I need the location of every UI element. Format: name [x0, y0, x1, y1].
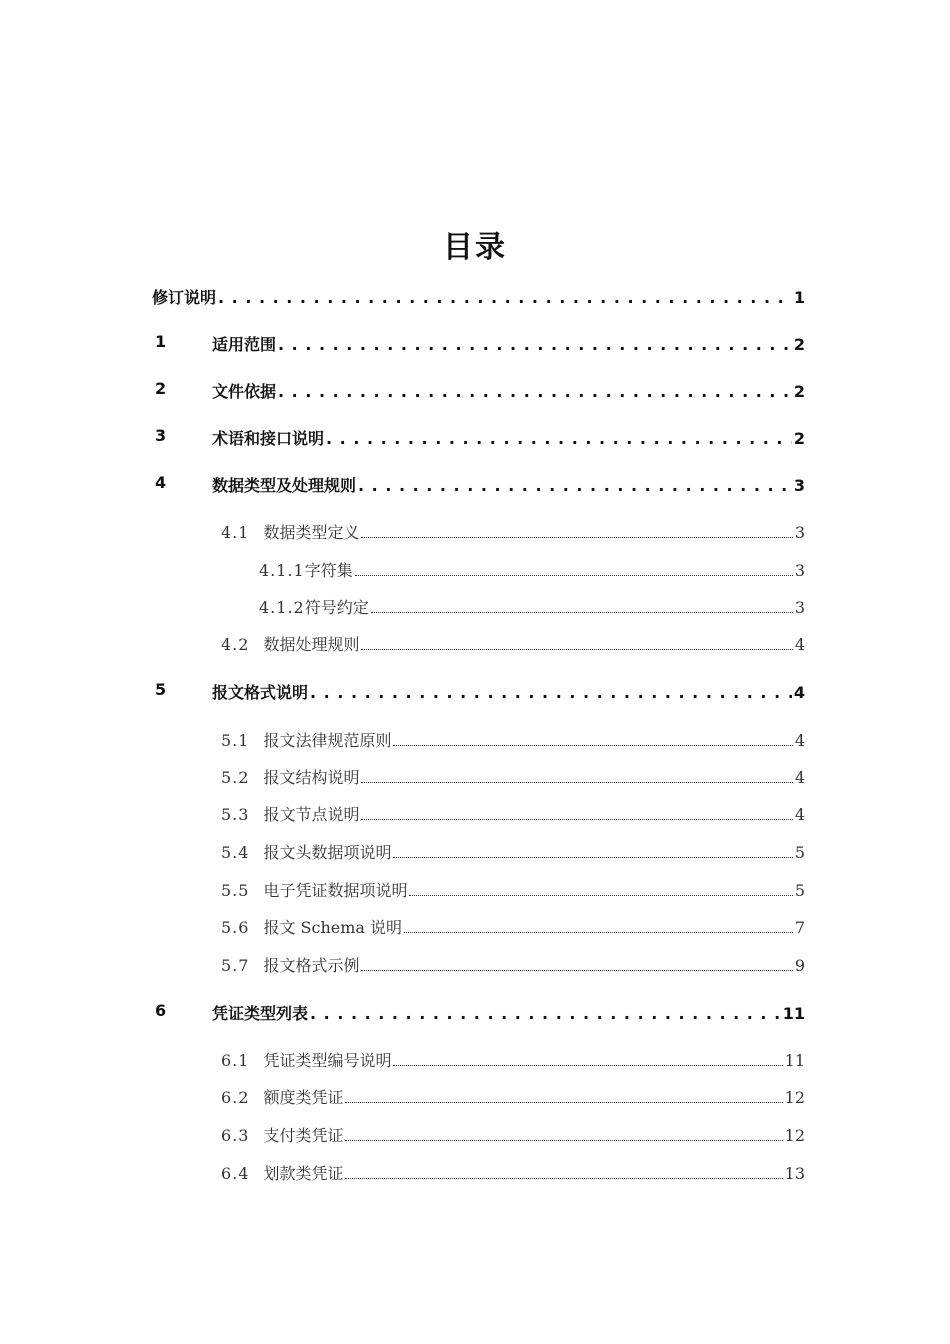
toc-entry-line — [221, 953, 805, 976]
toc-entry-title: 文件依据 — [212, 382, 277, 401]
toc-page-number: 13 — [784, 1164, 805, 1183]
toc-entry-title: 数据类型及处理规则 — [212, 476, 357, 495]
toc-entry[interactable] — [0, 520, 950, 544]
toc-entry-number: 6 — [155, 1001, 167, 1020]
toc-page-number: 2 — [793, 335, 805, 354]
toc-entry-number: 1 — [155, 332, 167, 351]
toc-entry-line — [221, 802, 805, 825]
toc-entry[interactable] — [0, 1085, 950, 1109]
toc-dot-leader — [345, 1177, 782, 1179]
toc-entry[interactable] — [0, 595, 950, 619]
toc-entry-number: 4.2 — [221, 635, 250, 654]
toc-entry-number: 5.3 — [221, 805, 250, 824]
toc-entry-title: 凭证类型编号说明 — [263, 1051, 392, 1070]
toc-entry-number: 4.1.1 — [259, 561, 305, 580]
toc-entry-title: 修订说明 — [152, 288, 217, 307]
toc-page-number: 4 — [794, 805, 805, 824]
toc-dot-leader — [409, 894, 792, 896]
toc-entry-title: 符号约定 — [304, 598, 369, 617]
toc-entry-line — [155, 1001, 805, 1024]
toc-entry-line — [155, 332, 805, 355]
toc-dot-leader — [218, 288, 792, 307]
toc-entry-number: 6.2 — [221, 1088, 250, 1107]
toc-entry[interactable] — [0, 765, 950, 789]
toc-entry-title: 报文头数据项说明 — [263, 843, 392, 862]
toc-entry-number: 2 — [155, 379, 167, 398]
toc-dot-leader — [310, 683, 792, 702]
toc-dot-leader — [361, 969, 792, 971]
toc-entry-title: 支付类凭证 — [263, 1126, 344, 1145]
toc-page-number: 3 — [793, 476, 805, 495]
toc-entry[interactable] — [0, 1048, 950, 1072]
toc-entry[interactable] — [0, 632, 950, 656]
toc-entry-title: 报文结构说明 — [263, 768, 360, 787]
toc-page-number: 5 — [794, 881, 805, 900]
toc-page-number: 7 — [794, 918, 805, 937]
toc-entry[interactable] — [0, 1123, 950, 1147]
toc-entry[interactable] — [0, 953, 950, 977]
toc-entry-line — [221, 1085, 805, 1108]
toc-dot-leader — [361, 818, 792, 820]
toc-entry[interactable] — [0, 840, 950, 864]
toc-dot-leader — [393, 744, 792, 746]
toc-entry-title: 额度类凭证 — [263, 1088, 344, 1107]
toc-entry[interactable] — [0, 878, 950, 902]
toc-entry[interactable] — [0, 558, 950, 582]
toc-entry-title: 报文 Schema 说明 — [263, 918, 403, 937]
toc-entry-number: 6.3 — [221, 1126, 250, 1145]
toc-entry-line — [221, 520, 805, 543]
toc-dot-leader — [310, 1004, 781, 1023]
toc-entry[interactable] — [0, 680, 950, 704]
toc-page-number: 3 — [794, 561, 805, 580]
toc-entry-number: 4 — [155, 473, 167, 492]
toc-entry-line — [221, 765, 805, 788]
toc-entry-number: 5.5 — [221, 881, 250, 900]
toc-entry-number: 6.4 — [221, 1164, 250, 1183]
toc-dot-leader — [345, 1101, 782, 1103]
toc-entry-title: 报文节点说明 — [263, 805, 360, 824]
toc-dot-leader — [393, 1064, 782, 1066]
toc-entry-line — [259, 595, 805, 618]
toc-page-number: 3 — [794, 598, 805, 617]
toc-entry[interactable] — [0, 332, 950, 356]
toc-page-number: 4 — [794, 731, 805, 750]
toc-entry-number: 5.4 — [221, 843, 250, 862]
toc-dot-leader — [326, 429, 792, 448]
toc-page-number: 11 — [784, 1051, 805, 1070]
toc-page-number: 2 — [793, 429, 805, 448]
toc-entry-title: 数据类型定义 — [263, 523, 360, 542]
toc-entry-title: 报文法律规范原则 — [263, 731, 392, 750]
toc-dot-leader — [361, 781, 792, 783]
toc-page-number: 12 — [784, 1088, 805, 1107]
toc-dot-leader — [278, 382, 792, 401]
toc-entry[interactable] — [0, 1161, 950, 1185]
toc-entry-number: 5.6 — [221, 918, 250, 937]
toc-entry-number: 6.1 — [221, 1051, 250, 1070]
toc-entry-title: 字符集 — [304, 561, 353, 580]
toc-dot-leader — [361, 648, 792, 650]
toc-entry[interactable] — [0, 426, 950, 450]
toc-entry[interactable] — [0, 802, 950, 826]
toc-entry-number: 5.1 — [221, 731, 250, 750]
toc-dot-leader — [371, 611, 793, 613]
toc-entry[interactable] — [0, 1001, 950, 1025]
toc-dot-leader — [404, 931, 793, 933]
toc-dot-leader — [355, 574, 793, 576]
toc-entry-title: 数据处理规则 — [263, 635, 360, 654]
toc-dot-leader — [345, 1139, 782, 1141]
toc-entry-line — [221, 728, 805, 751]
toc-entry[interactable] — [0, 473, 950, 497]
toc-entry-line — [221, 915, 805, 938]
toc-entry-number: 5.2 — [221, 768, 250, 787]
toc-entry-number: 4.1 — [221, 523, 250, 542]
toc-entry-title: 电子凭证数据项说明 — [263, 881, 408, 900]
toc-entry[interactable] — [0, 728, 950, 752]
toc-entry-line — [221, 878, 805, 901]
toc-entry-title: 报文格式说明 — [212, 683, 309, 702]
toc-entry-number: 4.1.2 — [259, 598, 305, 617]
toc-entry-line — [221, 632, 805, 655]
toc-entry-title: 术语和接口说明 — [212, 429, 325, 448]
toc-dot-leader — [361, 536, 792, 538]
toc-entry-line — [155, 473, 805, 496]
toc-dot-leader — [278, 335, 792, 354]
toc-entry-line — [155, 680, 805, 703]
toc-entry-title: 适用范围 — [212, 335, 277, 354]
toc-entry-number: 5.7 — [221, 956, 250, 975]
toc-entry-title: 报文格式示例 — [263, 956, 360, 975]
toc-entry-line — [152, 285, 805, 308]
toc-entry[interactable] — [0, 379, 950, 403]
toc-entry-line — [155, 379, 805, 402]
toc-entry-number: 5 — [155, 680, 167, 699]
toc-page-number: 4 — [793, 683, 805, 702]
toc-page-number: 4 — [794, 635, 805, 654]
toc-page-number: 9 — [794, 956, 805, 975]
toc-entry[interactable] — [0, 915, 950, 939]
toc-page-number: 12 — [784, 1126, 805, 1145]
toc-page-number: 3 — [794, 523, 805, 542]
toc-dot-leader — [358, 476, 792, 495]
toc-entry-line — [221, 840, 805, 863]
toc-entry-number: 3 — [155, 426, 167, 445]
toc-entry-line — [221, 1123, 805, 1146]
toc-page-number: 1 — [793, 288, 805, 307]
page-title: 目录 — [443, 230, 507, 265]
toc-page-number: 4 — [794, 768, 805, 787]
toc-entry-title: 凭证类型列表 — [212, 1004, 309, 1023]
toc-entry-title: 划款类凭证 — [263, 1164, 344, 1183]
toc-page-number: 2 — [793, 382, 805, 401]
toc-entry-line — [259, 558, 805, 581]
toc-page-number: 11 — [782, 1004, 805, 1023]
toc-entry[interactable] — [0, 285, 950, 309]
toc-entry-line — [155, 426, 805, 449]
toc-entry-line — [221, 1161, 805, 1184]
toc-dot-leader — [393, 856, 792, 858]
toc-entry-line — [221, 1048, 805, 1071]
toc-page-number: 5 — [794, 843, 805, 862]
